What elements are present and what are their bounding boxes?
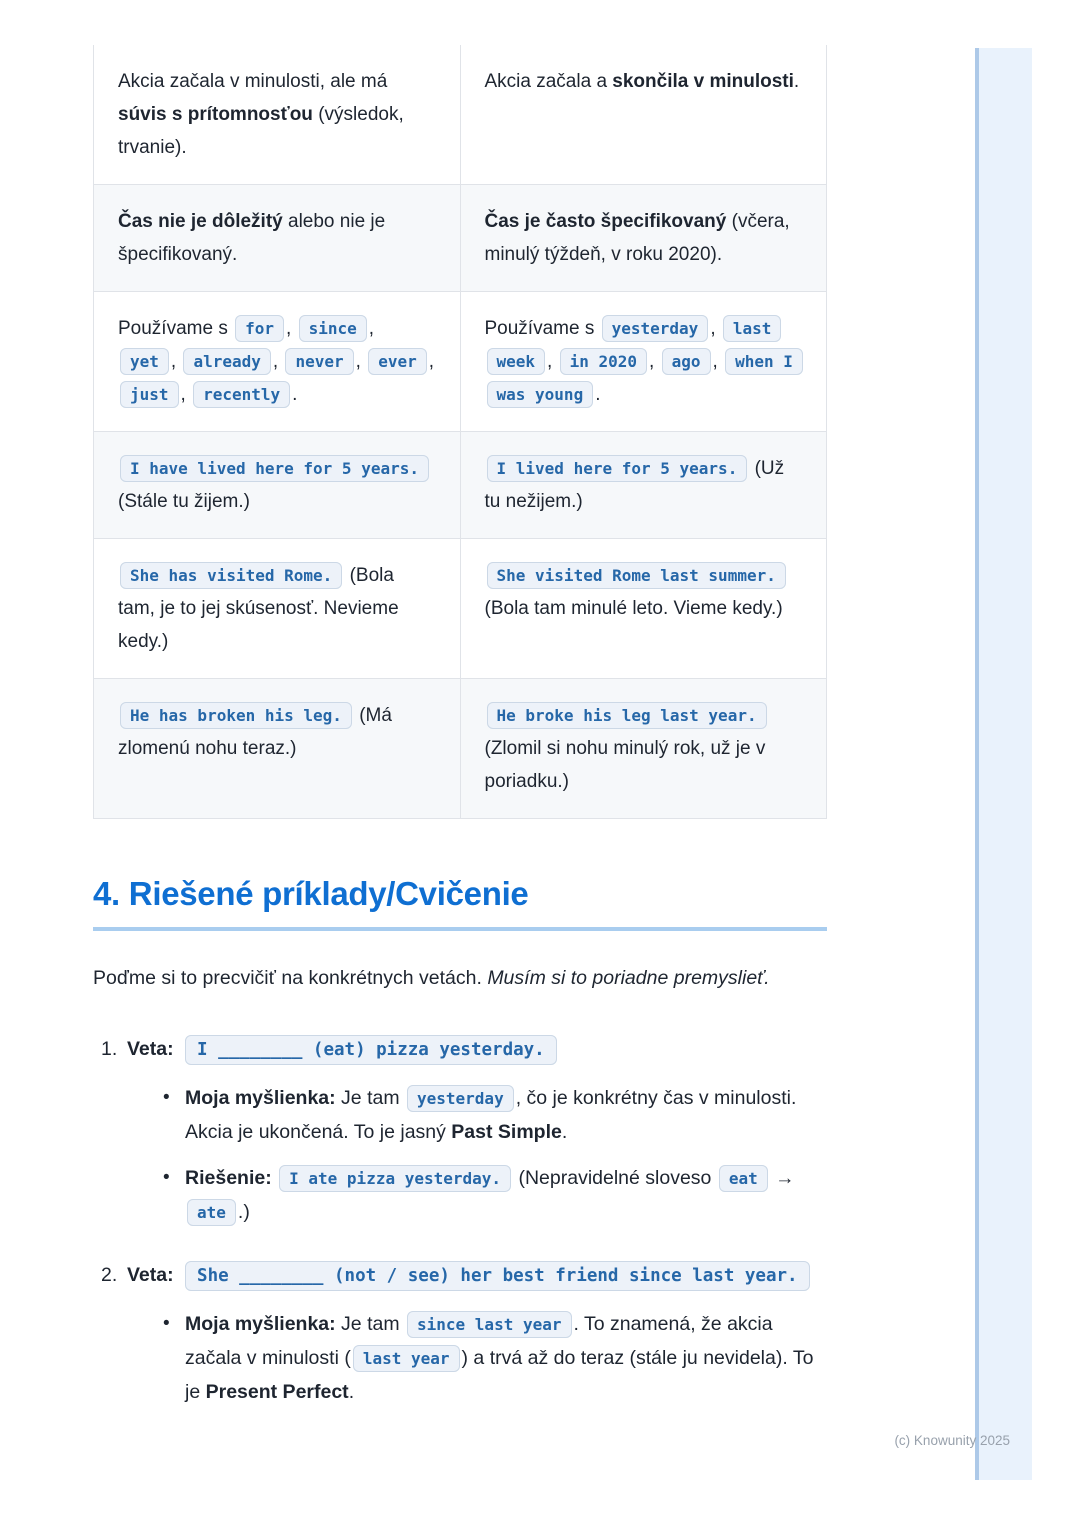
text-segment: Musím si to poriadne premyslieť. — [487, 967, 770, 989]
table-row — [94, 432, 827, 539]
table-row — [94, 292, 827, 432]
text-segment: , — [170, 351, 182, 372]
bullet-marker: • — [163, 1087, 170, 1108]
code-chip: yesterday — [407, 1085, 514, 1112]
text-segment: súvis s prítomnosťou — [118, 104, 313, 125]
text-segment: (Stále tu žijem.) — [118, 491, 250, 512]
bullet-marker: • — [163, 1313, 170, 1334]
text-segment: (Má zlomenú nohu teraz.) — [118, 705, 392, 759]
code-chip: in 2020 — [560, 348, 647, 375]
table-cell-past-simple — [460, 679, 827, 819]
text-segment: Moja myšlienka: — [185, 1313, 336, 1335]
table-cell-past-simple — [460, 185, 827, 292]
text-segment: , — [286, 318, 297, 339]
exercise-item-2 — [93, 1257, 827, 1421]
table-cell-present-perfect — [94, 539, 461, 679]
code-chip: ate — [187, 1199, 236, 1226]
code-chip: He has broken his leg. — [120, 702, 352, 729]
text-segment: , — [368, 318, 375, 339]
table-cell-present-perfect — [94, 292, 461, 432]
code-chip: last year — [353, 1345, 460, 1372]
exercise-list — [93, 1031, 827, 1421]
text-segment: . — [595, 384, 601, 405]
tense-comparison-table — [93, 45, 827, 819]
page-content — [93, 45, 827, 1437]
text-segment: (Bola tam minulé leto. Vieme kedy.) — [484, 598, 783, 619]
code-chip: when I was young — [487, 348, 803, 408]
table-cell-past-simple — [460, 539, 827, 679]
table-cell-present-perfect — [94, 185, 461, 292]
text-segment: Používame s — [118, 318, 234, 339]
text-segment: , — [649, 351, 660, 372]
text-segment: , — [355, 351, 367, 372]
bullet-content — [185, 1307, 827, 1409]
text-segment: .) — [237, 1201, 250, 1223]
bullet-content — [185, 1161, 827, 1229]
table-cell-present-perfect — [94, 432, 461, 539]
footer-copyright: (c) Knowunity 2025 — [894, 1433, 1010, 1448]
text-segment: , — [547, 351, 558, 372]
text-segment — [272, 1167, 277, 1189]
exercise-item-1 — [93, 1031, 827, 1241]
code-chip: yet — [120, 348, 169, 375]
table-row — [94, 185, 827, 292]
code-chip: She ________ (not / see) her best friend since last year. — [185, 1261, 810, 1291]
code-chip: She has visited Rome. — [120, 562, 342, 589]
code-chip: I ________ (eat) pizza yesterday. — [185, 1035, 557, 1065]
table-row — [94, 45, 827, 185]
code-chip: I lived here for 5 years. — [487, 455, 748, 482]
code-chip: last week — [487, 315, 782, 375]
text-segment: (Bola tam, je to jej skúsenosť. Nevieme kedy.) — [118, 565, 399, 652]
section-heading: 4. Riešené príklady/Cvičenie — [93, 875, 827, 931]
text-segment: alebo nie je špecifikovaný. — [118, 211, 386, 265]
text-segment: Veta: — [127, 1264, 174, 1286]
text-segment: , — [710, 318, 721, 339]
text-segment: (Už tu nežijem.) — [484, 458, 785, 512]
exercise-sentence — [127, 1257, 827, 1293]
code-chip: for — [235, 315, 284, 342]
side-scrollbar[interactable] — [975, 48, 1032, 1480]
table-row — [94, 539, 827, 679]
text-segment: Riešenie: — [185, 1167, 272, 1189]
table-row — [94, 679, 827, 819]
text-segment: Akcia začala v minulosti, ale má — [118, 71, 388, 92]
text-segment: , — [272, 351, 284, 372]
code-chip: I ate pizza yesterday. — [279, 1165, 511, 1192]
bullet-marker: • — [163, 1167, 170, 1188]
text-segment: . — [561, 1121, 568, 1143]
bullet-item — [163, 1161, 827, 1229]
text-segment: , — [428, 351, 435, 372]
text-segment: , čo je konkrétny čas v minulosti. Akcia je ukončená. To je jasný — [185, 1087, 797, 1143]
bullet-item — [163, 1307, 827, 1409]
code-chip: He broke his leg last year. — [487, 702, 767, 729]
text-segment: Moja myšlienka: — [185, 1087, 336, 1109]
text-segment: skončila v minulosti — [612, 71, 794, 92]
text-segment: Akcia začala a — [484, 71, 613, 92]
exercise-sentence — [127, 1031, 827, 1067]
exercise-number: 2. — [101, 1264, 118, 1286]
exercise-body — [127, 1257, 827, 1421]
table-cell-present-perfect — [94, 45, 461, 185]
text-segment: Je tam — [335, 1313, 405, 1335]
bullet-list — [163, 1307, 827, 1409]
exercise-body — [127, 1031, 827, 1241]
code-chip: I have lived here for 5 years. — [120, 455, 429, 482]
code-chip: never — [285, 348, 353, 375]
text-segment: . — [793, 71, 800, 92]
text-segment: , — [712, 351, 724, 372]
text-segment: Past Simple — [451, 1121, 562, 1143]
text-segment: Poďme si to precvičiť na konkrétnych vetách. — [93, 967, 488, 989]
intro-paragraph — [93, 961, 827, 995]
table-cell-past-simple — [460, 292, 827, 432]
code-chip: eat — [719, 1165, 768, 1192]
code-chip: already — [183, 348, 270, 375]
code-chip: recently — [193, 381, 290, 408]
code-chip: She visited Rome last summer. — [487, 562, 786, 589]
text-segment: Používame s — [484, 318, 600, 339]
table-cell-present-perfect — [94, 679, 461, 819]
text-segment: Je tam — [335, 1087, 405, 1109]
text-segment: . — [292, 384, 298, 405]
code-chip: yesterday — [602, 315, 709, 342]
text-segment: (Zlomil si nohu minulý rok, už je v poriadku.) — [484, 738, 766, 792]
table-cell-past-simple — [460, 45, 827, 185]
exercise-number: 1. — [101, 1038, 118, 1060]
text-segment: → — [769, 1167, 795, 1189]
text-segment: Veta: — [127, 1038, 174, 1060]
code-chip: ever — [368, 348, 427, 375]
text-segment — [178, 1264, 183, 1286]
text-segment: . — [348, 1381, 355, 1403]
text-segment: (včera, minulý týždeň, v roku 2020). — [484, 211, 790, 265]
code-chip: since — [299, 315, 367, 342]
code-chip: just — [120, 381, 179, 408]
text-segment: (Nepravidelné sloveso — [513, 1167, 717, 1189]
table-cell-past-simple — [460, 432, 827, 539]
text-segment: , — [180, 384, 192, 405]
text-segment: Čas nie je dôležitý — [118, 211, 283, 232]
bullet-list — [163, 1081, 827, 1229]
text-segment: (výsledok, trvanie). — [118, 104, 404, 158]
text-segment: Present Perfect — [205, 1381, 349, 1403]
code-chip: ago — [662, 348, 711, 375]
code-chip: since last year — [407, 1311, 572, 1338]
bullet-content — [185, 1081, 827, 1149]
text-segment: ) a trvá až do teraz (stále ju nevidela). To je — [185, 1347, 814, 1403]
text-segment: . To znamená, že akcia začala v minulosti ( — [185, 1313, 773, 1369]
bullet-item — [163, 1081, 827, 1149]
text-segment — [178, 1038, 183, 1060]
text-segment: Čas je často špecifikovaný — [484, 211, 727, 232]
